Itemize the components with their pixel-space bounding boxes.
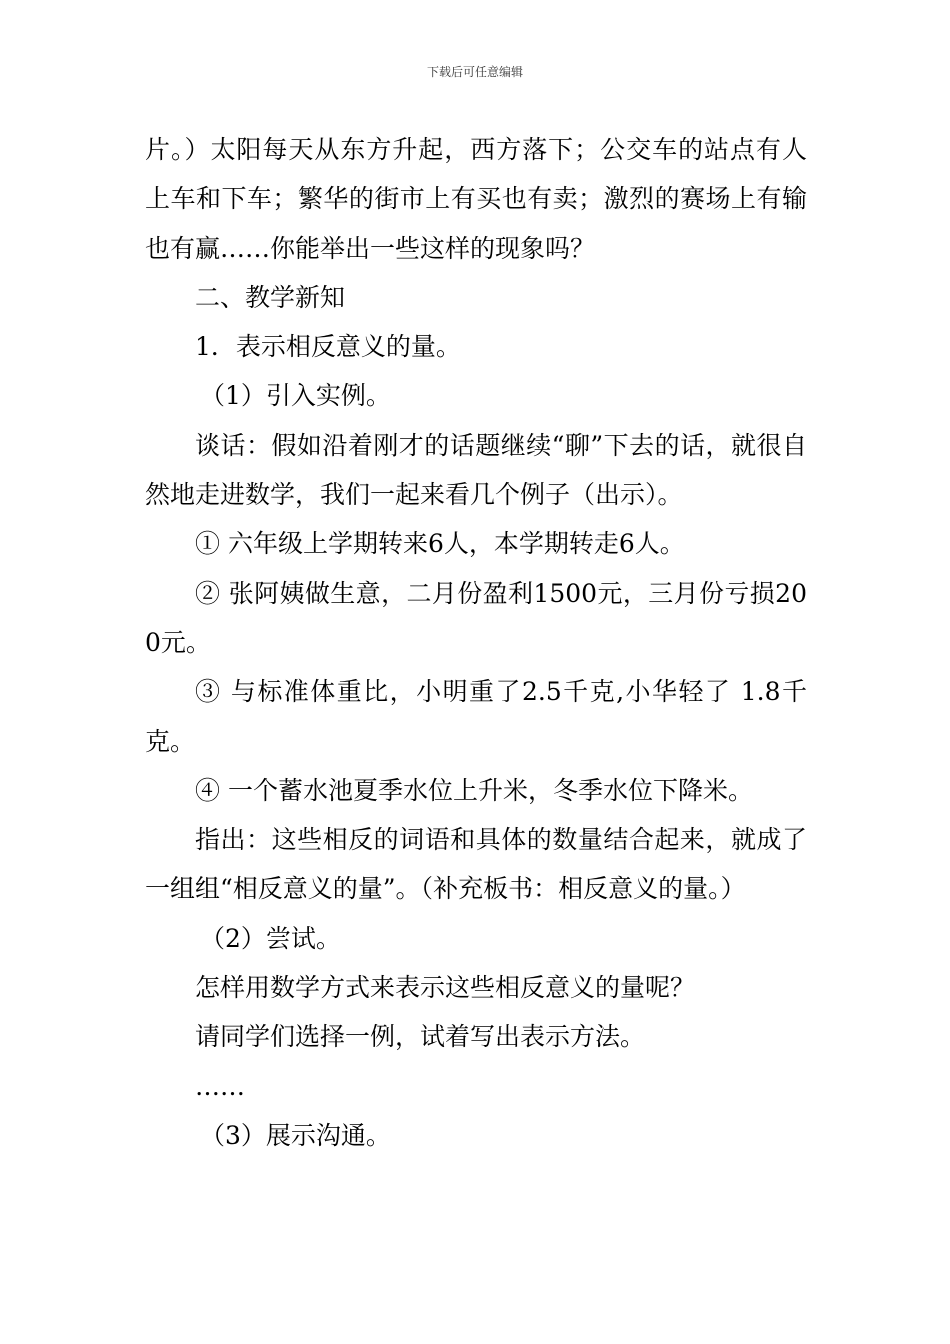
- step-heading-share: （3）展示沟通。: [200, 1120, 391, 1150]
- paragraph-point-out: 指出：这些相反的词语和具体的数量结合起来，就成了一组组“相反意义的量”。（补充板书：相反意义的量。）: [145, 825, 807, 904]
- ellipsis-line: ……: [195, 1071, 245, 1101]
- page-header: 下载后可任意编辑: [426, 65, 523, 79]
- example-item-3: ③ 与标准体重比，小明重了2.5千克,小华轻了 1.8千克。: [145, 677, 807, 756]
- section-heading-new-knowledge: 二、教学新知: [195, 282, 346, 312]
- subsection-heading-opposite-quantities: 1．表示相反意义的量。: [195, 332, 461, 362]
- document-body: [145, 125, 807, 1160]
- step-heading-examples: （1）引入实例。: [200, 381, 391, 411]
- paragraph-talk: 谈话：假如沿着刚才的话题继续“聊”下去的话，就很自然地走进数学，我们一起来看几个例子（出示）。: [145, 430, 807, 510]
- example-item-1: ① 六年级上学期转来6人，本学期转走6人。: [195, 529, 685, 559]
- paragraph-question: 怎样用数学方式来表示这些相反意义的量呢？: [195, 973, 696, 1003]
- example-item-4: ④ 一个蓄水池夏季水位上升米，冬季水位下降米。: [195, 775, 753, 805]
- example-item-2: ② 张阿姨做生意，二月份盈利1500元，三月份亏损200元。: [145, 578, 807, 657]
- step-heading-attempt: （2）尝试。: [200, 923, 341, 953]
- paragraph-instruction: 请同学们选择一例，试着写出表示方法。: [195, 1022, 646, 1052]
- paragraph-intro-continued: 片。）太阳每天从东方升起，西方落下；公交车的站点有人上车和下车；繁华的街市上有买也有卖；激烈的赛场上有输也有赢……你能举出一些这样的现象吗？: [145, 135, 807, 263]
